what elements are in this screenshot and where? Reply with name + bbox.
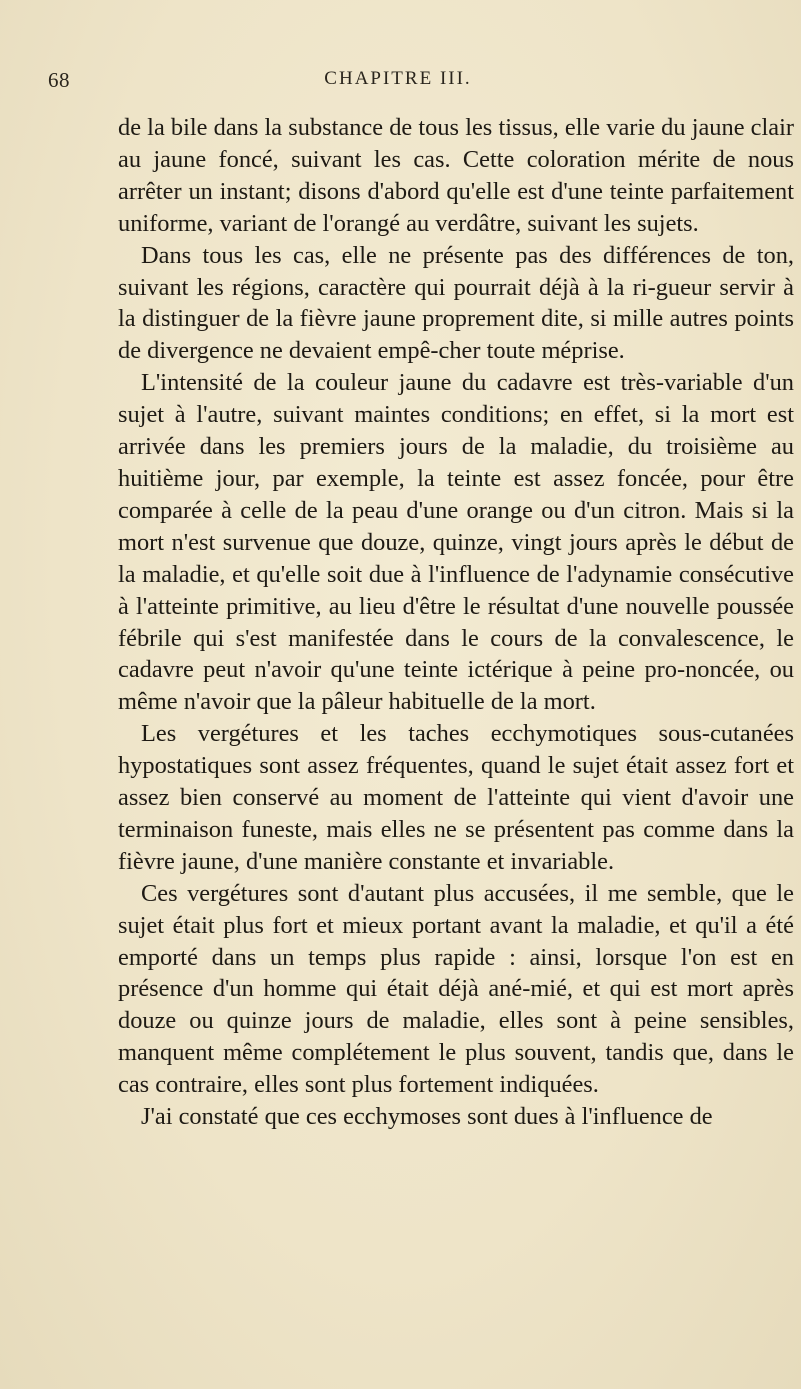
chapter-title: CHAPITRE III. [324,68,472,89]
paragraph-1: de la bile dans la substance de tous les tissus, elle varie du jaune clair au jaune foncé, suivant les cas. Cette coloration mérite de nous arrêter un instant; disons d'abord qu'elle est d'une teinte parfaitement uniforme, variant de l'orangé au verdâtre, suivant les sujets. [118,114,794,237]
paragraph-5: Ces vergétures sont d'autant plus accusées, il me semble, que le sujet était plus fort et mieux portant avant la maladie, et qu'il a été emporté dans un temps plus rapide : ainsi, lorsque l'on est en présence d'un homme qui était déjà ané-mié, et qui est mort après douze ou quinze jours de maladie, elles sont à peine sensibles, manquent même complétement le plus souvent, tandis que, dans le cas contraire, elles sont plus fortement indiquées. [118,879,794,1099]
paragraph-3: L'intensité de la couleur jaune du cadavre est très-variable d'un sujet à l'autre, suivant maintes conditions; en effet, si la mort est arrivée dans les premiers jours de la maladie, du troisième au huitième jour, par exemple, la teinte est assez foncée, pour être comparée à celle de la peau d'une orange ou d'un citron. Mais si la mort n'est survenue que douze, quinze, vingt jours après le début de la maladie, et qu'elle soit due à l'influence de l'adynamie consécutive à l'atteinte primitive, au lieu d'être le résultat d'une nouvelle poussée fébrile qui s'est manifestée dans le cours de la convalescence, le cadavre peut n'avoir qu'une teinte ictérique à peine pro-noncée, ou même n'avoir que la pâleur habituelle de la mort. [118,369,794,716]
body-text [118,112,794,1133]
running-head [48,68,748,98]
paragraph-4: Les vergétures et les taches ecchymotiques sous-cutanées hypostatiques sont assez fréquentes, quand le sujet était assez fort et assez bien conservé au moment de l'atteinte qui vient d'avoir une terminaison funeste, mais elles ne se présentent pas comme dans la fièvre jaune, d'une manière constante et invariable. [118,720,794,875]
paragraph-6: J'ai constaté que ces ecchymoses sont dues à l'influence de [141,1103,713,1131]
paragraph-2: Dans tous les cas, elle ne présente pas des différences de ton, suivant les régions, caractère qui pourrait déjà à la ri-gueur servir à la distinguer de la fièvre jaune proprement dite, si mille autres points de divergence ne devaient empê-cher toute méprise. [118,241,794,365]
page-number: 68 [48,68,70,92]
